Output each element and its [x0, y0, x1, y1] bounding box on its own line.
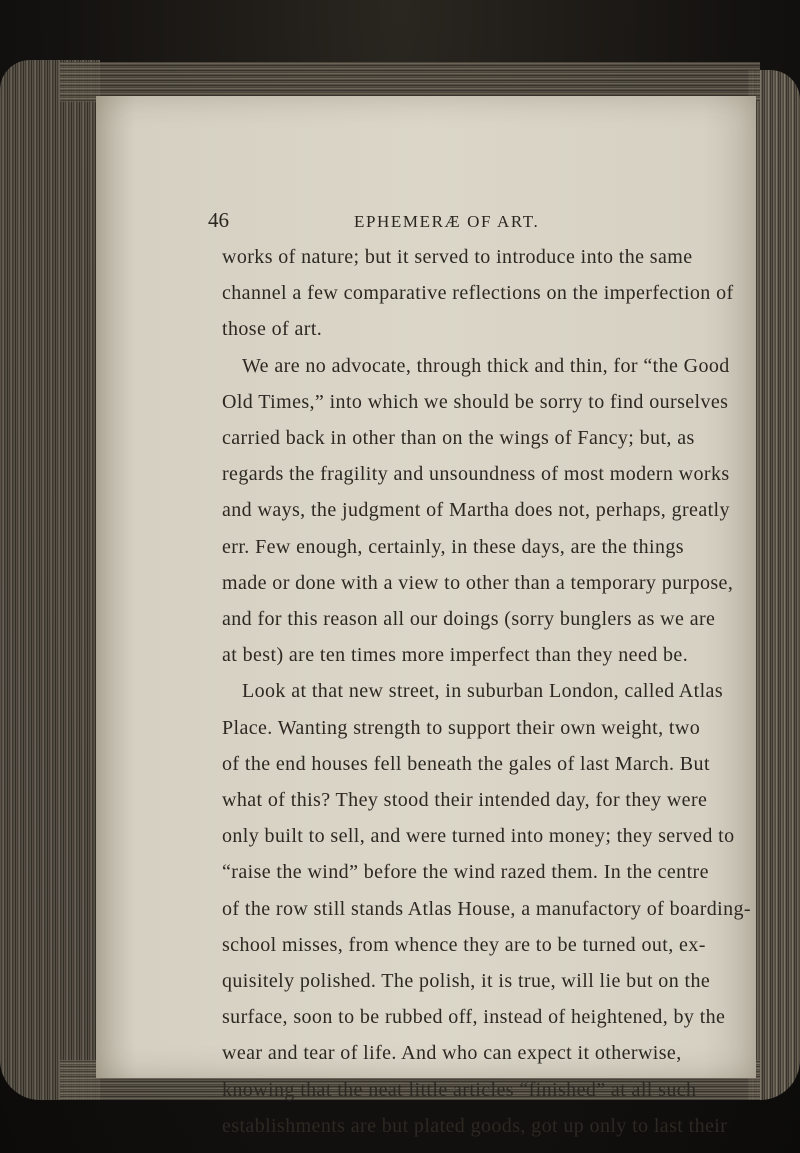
text-line: at best) are ten times more imperfect than they need be. [222, 644, 689, 667]
text-line: of the row still stands Atlas House, a manufactory of boarding- [222, 897, 751, 920]
text-line: Look at that new street, in suburban London, called Atlas [242, 680, 724, 703]
text-line: err. Few enough, certainly, in these days, are the things [222, 535, 684, 558]
page-number: 46 [208, 208, 229, 232]
running-head [208, 208, 748, 238]
text-line: wear and tear of life. And who can expect it otherwise, [222, 1042, 682, 1065]
text-line: “raise the wind” before the wind razed them. In the centre [222, 861, 709, 884]
text-line: Place. Wanting strength to support their own weight, two [222, 716, 701, 739]
left-page-edges [0, 60, 100, 1100]
text-line: school misses, from whence they are to be turned out, ex- [222, 933, 706, 956]
running-title: EPHEMERÆ OF ART. [354, 212, 540, 231]
text-line: works of nature; but it served to introduce into the same [222, 246, 693, 268]
text-line: knowing that the neat little articles “finished” at all such [222, 1078, 697, 1101]
text-line: We are no advocate, through thick and thin, for “the Good [242, 354, 730, 377]
text-line: those of art. [222, 318, 323, 341]
text-line: Old Times,” into which we should be sorry to find ourselves [222, 390, 729, 413]
text-line: establishments are but plated goods, got up only to last their [222, 1114, 728, 1137]
text-line: made or done with a view to other than a temporary purpose, [222, 571, 734, 594]
text-line: quisitely polished. The polish, it is true, will lie but on the [222, 970, 711, 992]
text-line: channel a few comparative reflections on the imperfection of [222, 282, 734, 305]
text-line: of the end houses fell beneath the gales of last March. But [222, 752, 710, 775]
text-line: what of this? They stood their intended day, for they were [222, 789, 708, 811]
text-line: only built to sell, and were turned into money; they served to [222, 825, 735, 848]
text-line: and for this reason all our doings (sorry bunglers as we are [222, 608, 716, 630]
text-line: and ways, the judgment of Martha does not, perhaps, greatly [222, 499, 730, 522]
text-line: regards the fragility and unsoundness of most modern works [222, 463, 730, 486]
text-line: carried back in other than on the wings of Fancy; but, as [222, 427, 695, 449]
text-line: surface, soon to be rubbed off, instead of heightened, by the [222, 1006, 726, 1029]
